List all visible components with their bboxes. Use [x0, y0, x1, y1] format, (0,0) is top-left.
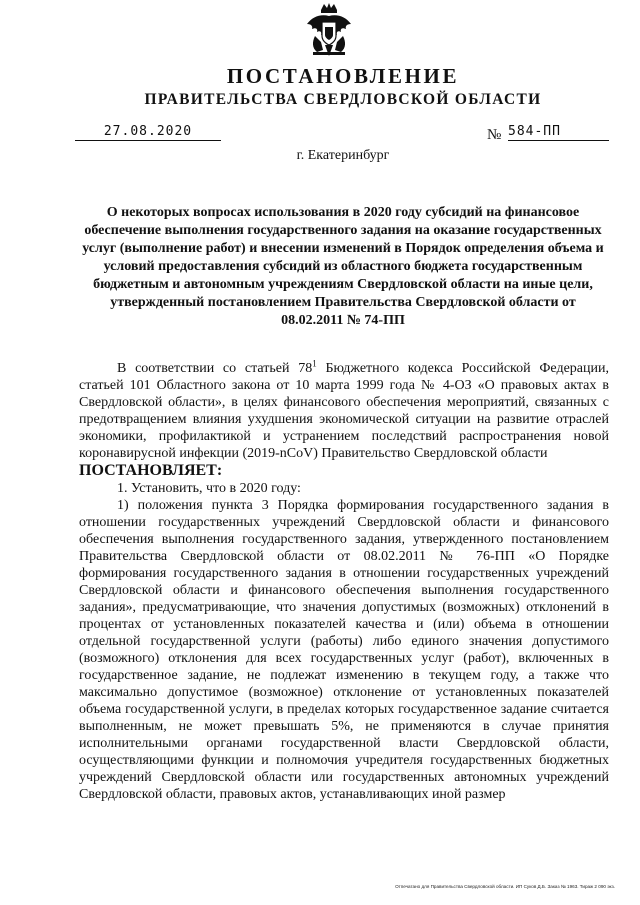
city-label: г. Екатеринбург: [296, 148, 390, 163]
intro-paragraph: [79, 360, 609, 462]
article-superscript: 1: [312, 358, 317, 369]
print-footer: Отпечатано для Правительства Свердловской области. ИП Суков Д.Б. Заказ № 1963. Тираж 2 090 экз.: [395, 884, 615, 889]
intro-text-rest: Бюджетного кодекса Российской Федерации, статьей 101 Областного закона от 10 марта 1999 года № 4-ОЗ «О правовых актах в Свердловской области», в целях финансового обеспечения мероприятий, связанных с предотвращением влияния ухудшения экономической ситуации на развитие отраслей экономики, профилактикой и устранением последствий распространения новой коронавирусной инфекции (2019-nCoV) Правительство Свердловской области: [79, 361, 609, 461]
document-date: 27.08.2020: [75, 124, 221, 141]
item-1-1: 1) положения пункта 3 Порядка формирования государственного задания в отношении государственных учреждений Свердловской области и финансового обеспечения выполнения государственного задания, утвержденного постановлением Правительства Свердловской области от 08.02.2011 № 76-ПП «О Порядке формирования государственного задания в отношении государственных учреждений Свердловской области и финансового обеспечения выполнения государственного задания», предусматривающие, что значения допустимых (возможных) отклонений в процентах от установленных показателей качества и (или) объема в отношении отдельной государственной услуги (работы) либо единого значения допустимого (возможного) отклонения для всех государственных услуг (работ), включенных в государственное задание, не подлежат изменению в текущем году, а также что максимально допустимое (возможное) отклонение от установленных показателей объема государственной услуги, в пределах которых государственное задание считается выполненным, не может превышать 5%, не применяются в случае принятия исполнительными органами государственной власти Свердловской области, осуществляющими функции и полномочия учредителя государственных бюджетных учреждений Свердловской области или государственных автономных учреждений Свердловской области, правовых актов, устанавливающих иной размер: [79, 498, 609, 802]
document-body: [79, 360, 609, 803]
document-subtitle: ПРАВИТЕЛЬСТВА СВЕРДЛОВСКОЙ ОБЛАСТИ: [144, 91, 542, 108]
item-1: 1. Установить, что в 2020 году:: [117, 481, 301, 496]
resolution-heading: О некоторых вопросах использования в 2020 году субсидий на финансовое обеспечение выполнения государственного задания на оказание государственных услуг (выполнение работ) и внесении изменений в Порядок определения объема и условий предоставления субсидий из областного бюджета государственным бюджетным и автономным учреждениям Свердловской области на иные цели, утвержденный постановлением Правительства Свердловской области от 08.02.2011 № 74-ПП: [82, 205, 604, 328]
document-number: 584-ПП: [508, 124, 609, 141]
coat-of-arms-icon: [303, 2, 355, 58]
intro-text-start: В соответствии со статьей 78: [117, 361, 313, 376]
document-title: ПОСТАНОВЛЕНИЕ: [226, 64, 460, 88]
number-sign: №: [487, 127, 502, 143]
resolves-label: ПОСТАНОВЛЯЕТ:: [79, 462, 223, 479]
